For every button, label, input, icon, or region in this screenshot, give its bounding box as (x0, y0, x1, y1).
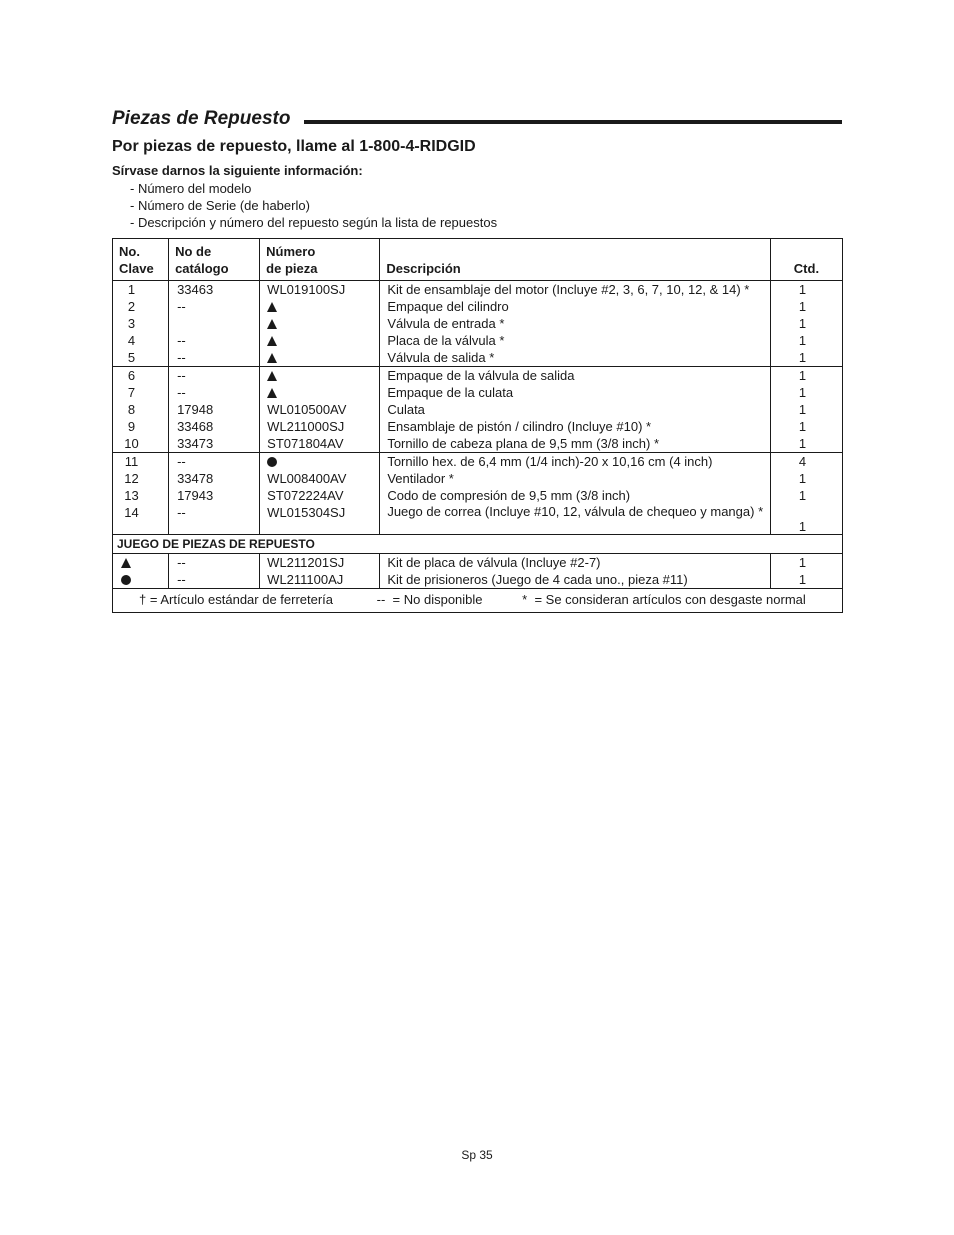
cell-line: 5 (127, 350, 136, 365)
kit-qty-cell (770, 554, 842, 589)
cell-line: 1 (798, 471, 807, 486)
info-heading: Sírvase darnos la siguiente información: (112, 163, 363, 178)
cell-line: Juego de correa (Incluye #10, 12, válvula de chequeo y manga) * (387, 504, 764, 519)
legend-dash: -- = No disponible (376, 592, 483, 607)
header-qty: Ctd. (770, 239, 842, 281)
cell-line: 17948 (177, 402, 214, 417)
cell-line (267, 367, 379, 384)
triangle-icon (267, 371, 277, 381)
cell-line: 33468 (177, 419, 214, 434)
cell-line (267, 315, 379, 332)
kit-heading-row (113, 535, 843, 554)
cell-line: WL008400AV (267, 471, 347, 486)
cell-line: 14 (124, 505, 139, 520)
cell-line: 1 (798, 350, 807, 365)
key-no-cell (113, 281, 169, 367)
cell-line: WL211100AJ (267, 572, 344, 587)
catalog-cell (169, 453, 260, 535)
cell-line: Tornillo hex. de 6,4 mm (1/4 inch)-20 x 10,16 cm (4 inch) (387, 454, 713, 469)
cell-line: 1 (798, 299, 807, 314)
cell-line: 6 (127, 368, 136, 383)
cell-line: Kit de prisioneros (Juego de 4 cada uno., pieza #11) (387, 572, 688, 587)
cell-line (113, 571, 168, 588)
cell-line: 1 (798, 519, 807, 534)
cell-line: 9 (127, 419, 136, 434)
cell-line: -- (177, 555, 186, 570)
header-part-number: Número de pieza (260, 239, 380, 281)
triangle-icon (267, 319, 277, 329)
cell-line: 12 (124, 471, 139, 486)
description-cell (380, 367, 771, 453)
cell-line: 4 (798, 454, 807, 469)
cell-line: Válvula de salida * (387, 350, 495, 365)
cell-line (267, 332, 379, 349)
cell-line: 33463 (177, 282, 214, 297)
cell-line: 1 (798, 316, 807, 331)
cell-line: 3 (127, 316, 136, 331)
catalog-cell (169, 281, 260, 367)
table-header-row (113, 239, 843, 281)
header-catalog: No de catálogo (169, 239, 260, 281)
description-cell (380, 453, 771, 535)
cell-line: Válvula de entrada * (387, 316, 505, 331)
section-title: Piezas de Repuesto (112, 108, 291, 129)
cell-line: 1 (798, 402, 807, 417)
key-no-cell (113, 367, 169, 453)
kit-part-number-cell (260, 554, 380, 589)
info-list (130, 180, 497, 231)
cell-line: 1 (798, 368, 807, 383)
cell-line: WL211201SJ (267, 555, 345, 570)
cell-line: 1 (798, 555, 807, 570)
cell-line: Kit de ensamblaje del motor (Incluye #2, 3, 6, 7, 10, 12, & 14) * (387, 282, 750, 297)
legend-star: * = Se consideran artículos con desgaste normal (522, 592, 806, 607)
info-item-serial: - Número de Serie (de haberlo) (130, 198, 310, 213)
kit-group-row (113, 554, 843, 589)
cell-line: 1 (798, 282, 807, 297)
cell-line: -- (177, 505, 186, 520)
kit-heading: JUEGO DE PIEZAS DE REPUESTO (113, 535, 843, 554)
cell-line: -- (177, 454, 186, 469)
qty-cell (770, 453, 842, 535)
cell-line: Tornillo de cabeza plana de 9,5 mm (3/8 inch) * (387, 436, 660, 451)
cell-line: 33478 (177, 471, 214, 486)
cell-line: 11 (124, 454, 139, 469)
parts-group-row (113, 281, 843, 367)
cell-line: Ensamblaje de pistón / cilindro (Incluye #10) * (387, 419, 652, 434)
part-number-cell (260, 367, 380, 453)
cell-line: 1 (798, 488, 807, 503)
cell-line: 1 (798, 385, 807, 400)
circle-icon (267, 457, 277, 467)
cell-line: 33473 (177, 436, 214, 451)
cell-line: Empaque de la culata (387, 385, 514, 400)
cell-line: WL211000SJ (267, 419, 345, 434)
legend-row (113, 589, 843, 613)
qty-cell (770, 281, 842, 367)
cell-line (267, 453, 379, 470)
title-rule (304, 120, 842, 124)
triangle-icon (121, 558, 131, 568)
cell-line: 1 (798, 572, 807, 587)
description-cell (380, 281, 771, 367)
cell-line: Culata (387, 402, 425, 417)
cell-line: 4 (127, 333, 136, 348)
cell-line (267, 298, 379, 315)
page-number: Sp 35 (461, 1148, 493, 1162)
cell-line (177, 315, 259, 332)
cell-line: Empaque del cilindro (387, 299, 509, 314)
cell-line: WL019100SJ (267, 282, 346, 297)
catalog-cell (169, 367, 260, 453)
parts-group-row (113, 453, 843, 535)
cell-line: 10 (124, 436, 139, 451)
kit-description-cell (380, 554, 771, 589)
cell-line: -- (177, 572, 186, 587)
part-number-cell (260, 453, 380, 535)
cell-line: 17943 (177, 488, 214, 503)
cell-line: ST071804AV (267, 436, 344, 451)
kit-catalog-cell (169, 554, 260, 589)
cell-line: Empaque de la válvula de salida (387, 368, 575, 383)
cell-line: Codo de compresión de 9,5 mm (3/8 inch) (387, 488, 631, 503)
cell-line (113, 554, 168, 571)
triangle-icon (267, 388, 277, 398)
cell-line: Placa de la válvula * (387, 333, 505, 348)
kit-symbol-cell (113, 554, 169, 589)
header-description: Descripción (380, 239, 771, 281)
cell-line: WL010500AV (267, 402, 347, 417)
cell-line: 1 (798, 436, 807, 451)
header-key-no: No. Clave (113, 239, 169, 281)
phone-line: Por piezas de repuesto, llame al 1-800-4-RIDGID (112, 138, 476, 155)
parts-group-row (113, 367, 843, 453)
triangle-icon (267, 336, 277, 346)
cell-line (267, 349, 379, 366)
key-no-cell (113, 453, 169, 535)
cell-line: WL015304SJ (267, 505, 346, 520)
cell-line: Kit de placa de válvula (Incluye #2-7) (387, 555, 601, 570)
legend-dagger: † = Artículo estándar de ferretería (139, 592, 334, 607)
cell-line: 1 (127, 282, 136, 297)
info-item-model: - Número del modelo (130, 181, 252, 196)
cell-line: 7 (127, 385, 136, 400)
cell-line: 2 (127, 299, 136, 314)
triangle-icon (267, 302, 277, 312)
cell-line: 1 (798, 333, 807, 348)
cell-line: 1 (798, 419, 807, 434)
cell-line: 8 (127, 402, 136, 417)
cell-line: -- (177, 299, 186, 314)
circle-icon (121, 575, 131, 585)
cell-line: ST072224AV (267, 488, 344, 503)
cell-line: -- (177, 333, 186, 348)
cell-line: -- (177, 350, 186, 365)
cell-line (267, 384, 379, 401)
cell-line: -- (177, 368, 186, 383)
cell-line: Ventilador * (387, 471, 454, 486)
qty-cell (770, 367, 842, 453)
info-item-part: - Descripción y número del repuesto según la lista de repuestos (130, 215, 498, 230)
cell-line: -- (177, 385, 186, 400)
triangle-icon (267, 353, 277, 363)
parts-table (112, 238, 843, 613)
cell-line: 13 (124, 488, 139, 503)
part-number-cell (260, 281, 380, 367)
